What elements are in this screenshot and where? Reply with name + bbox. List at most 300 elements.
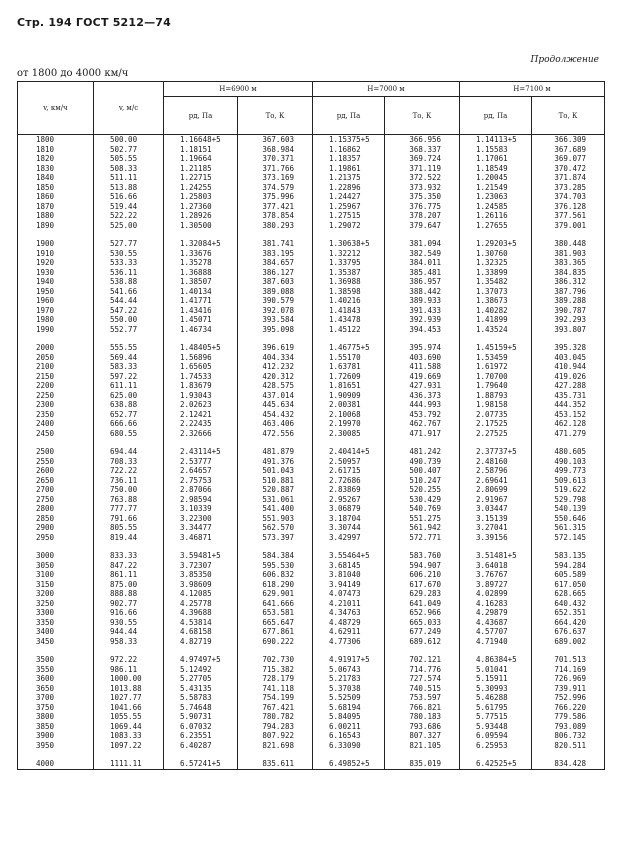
v-kmh-cell: 1940 <box>18 277 94 287</box>
v-ms-cell: 1000.00 <box>94 674 164 684</box>
spacer-cell <box>385 542 460 551</box>
temperature-2-cell: 392.939 <box>385 315 460 325</box>
temperature-2-cell: 629.283 <box>385 589 460 599</box>
temperature-3-cell: 384.835 <box>532 268 605 278</box>
temperature-3-cell: 373.285 <box>532 183 605 193</box>
v-ms-cell: 916.66 <box>94 608 164 618</box>
temperature-2-cell: 766.821 <box>385 703 460 713</box>
spacer-cell <box>94 646 164 655</box>
temperature-3-cell: 377.561 <box>532 211 605 221</box>
temperature-2-cell: 510.247 <box>385 476 460 486</box>
pressure-3-cell: 3.15139 <box>460 514 532 524</box>
table-row <box>18 135 605 145</box>
v-kmh-cell: 1900 <box>18 239 94 249</box>
v-ms-cell: 525.00 <box>94 221 164 231</box>
pressure-1-cell: 1.32084+5 <box>164 239 238 249</box>
temperature-2-cell: 740.515 <box>385 684 460 694</box>
v-ms-cell: 1111.11 <box>94 759 164 769</box>
table-row <box>18 608 605 618</box>
spacer-cell <box>313 438 385 447</box>
temperature-3-cell: 386.312 <box>532 277 605 287</box>
pressure-3-cell: 1.23063 <box>460 192 532 202</box>
pressure-2-cell: 1.40216 <box>313 296 385 306</box>
temperature-3-cell: 540.139 <box>532 504 605 514</box>
spacer-cell <box>385 750 460 759</box>
table-row <box>18 315 605 325</box>
v-ms-cell: 1097.22 <box>94 741 164 751</box>
pressure-3-cell: 1.79640 <box>460 381 532 391</box>
pressure-3-cell: 3.51481+5 <box>460 551 532 561</box>
table-row <box>18 410 605 420</box>
pressure-2-cell: 1.43478 <box>313 315 385 325</box>
pressure-3-cell: 1.32325 <box>460 258 532 268</box>
temperature-2-cell: 572.771 <box>385 533 460 543</box>
temperature-3-cell: 640.432 <box>532 599 605 609</box>
v-ms-cell: 805.55 <box>94 523 164 533</box>
temperature-1-cell: 665.647 <box>238 618 313 628</box>
pressure-2-cell: 6.49852+5 <box>313 759 385 769</box>
atmosphere-table <box>17 81 605 770</box>
temperature-1-cell: 412.232 <box>238 362 313 372</box>
pressure-3-cell: 5.46288 <box>460 693 532 703</box>
temperature-2-cell: 373.932 <box>385 183 460 193</box>
spacer-cell <box>460 438 532 447</box>
pressure-2-cell: 6.00211 <box>313 722 385 732</box>
temperature-3-cell: 583.135 <box>532 551 605 561</box>
pressure-1-cell: 3.46871 <box>164 533 238 543</box>
pressure-3-cell: 1.29203+5 <box>460 239 532 249</box>
temperature-1-cell: 677.861 <box>238 627 313 637</box>
table-row <box>18 741 605 751</box>
pressure-2-cell: 1.33795 <box>313 258 385 268</box>
pressure-1-cell: 1.21185 <box>164 164 238 174</box>
temperature-1-cell: 562.570 <box>238 523 313 533</box>
pressure-2-cell: 2.83869 <box>313 485 385 495</box>
v-kmh-cell: 1890 <box>18 221 94 231</box>
temperature-3-cell: 519.622 <box>532 485 605 495</box>
temperature-2-cell: 727.574 <box>385 674 460 684</box>
temperature-3-cell: 410.944 <box>532 362 605 372</box>
spacer-cell <box>313 230 385 239</box>
v-ms-cell: 513.88 <box>94 183 164 193</box>
temperature-2-cell: 381.094 <box>385 239 460 249</box>
pressure-3-cell: 6.42525+5 <box>460 759 532 769</box>
temperature-2-cell: 394.453 <box>385 325 460 335</box>
temperature-1-cell: 741.118 <box>238 684 313 694</box>
table-row <box>18 391 605 401</box>
pressure-2-cell: 6.16543 <box>313 731 385 741</box>
spacer-cell <box>238 334 313 343</box>
pressure-3-cell: 2.69641 <box>460 476 532 486</box>
temperature-2-cell: 606.210 <box>385 570 460 580</box>
v-ms-cell: 833.33 <box>94 551 164 561</box>
v-kmh-cell: 3750 <box>18 703 94 713</box>
pressure-2-cell: 1.38598 <box>313 287 385 297</box>
pressure-2-cell: 3.94149 <box>313 580 385 590</box>
temperature-2-cell: 689.612 <box>385 637 460 647</box>
temperature-1-cell: 653.581 <box>238 608 313 618</box>
pressure-1-cell: 4.82719 <box>164 637 238 647</box>
table-row <box>18 429 605 439</box>
table-row <box>18 381 605 391</box>
pressure-1-cell: 1.16648+5 <box>164 135 238 145</box>
temperature-1-cell: 389.088 <box>238 287 313 297</box>
temperature-1-cell: 641.666 <box>238 599 313 609</box>
pressure-2-cell: 2.50957 <box>313 457 385 467</box>
group-spacer <box>18 438 605 447</box>
temperature-2-cell: 369.724 <box>385 154 460 164</box>
temperature-1-cell: 595.530 <box>238 561 313 571</box>
pressure-2-cell: 1.29072 <box>313 221 385 231</box>
temperature-1-cell: 390.579 <box>238 296 313 306</box>
pressure-2-cell: 1.46775+5 <box>313 343 385 353</box>
spacer-cell <box>313 334 385 343</box>
pressure-1-cell: 3.72307 <box>164 561 238 571</box>
temperature-2-cell: 835.019 <box>385 759 460 769</box>
v-ms-cell: 1083.33 <box>94 731 164 741</box>
spacer-cell <box>164 334 238 343</box>
table-row <box>18 514 605 524</box>
table-row <box>18 599 605 609</box>
spacer-cell <box>18 646 94 655</box>
temperature-2-cell: 481.242 <box>385 447 460 457</box>
pressure-2-cell: 4.77306 <box>313 637 385 647</box>
temperature-3-cell: 499.773 <box>532 466 605 476</box>
pressure-3-cell: 4.57707 <box>460 627 532 637</box>
pressure-2-cell: 4.34763 <box>313 608 385 618</box>
temperature-2-cell: 403.690 <box>385 353 460 363</box>
pressure-1-cell: 2.53777 <box>164 457 238 467</box>
v-kmh-cell: 2500 <box>18 447 94 457</box>
pressure-1-cell: 2.64657 <box>164 466 238 476</box>
pressure-1-cell: 1.65605 <box>164 362 238 372</box>
table-row <box>18 145 605 155</box>
pressure-2-cell: 1.90909 <box>313 391 385 401</box>
temperature-3-cell: 395.328 <box>532 343 605 353</box>
header-temperature-2: Tо, К <box>385 97 460 135</box>
temperature-3-cell: 617.050 <box>532 580 605 590</box>
temperature-2-cell: 540.769 <box>385 504 460 514</box>
temperature-1-cell: 794.283 <box>238 722 313 732</box>
temperature-1-cell: 472.556 <box>238 429 313 439</box>
temperature-1-cell: 491.376 <box>238 457 313 467</box>
pressure-2-cell: 1.35387 <box>313 268 385 278</box>
temperature-3-cell: 550.646 <box>532 514 605 524</box>
pressure-1-cell: 1.36888 <box>164 268 238 278</box>
spacer-cell <box>238 646 313 655</box>
v-ms-cell: 511.11 <box>94 173 164 183</box>
temperature-1-cell: 420.312 <box>238 372 313 382</box>
spacer-cell <box>532 230 605 239</box>
temperature-3-cell: 392.293 <box>532 315 605 325</box>
v-ms-cell: 1055.55 <box>94 712 164 722</box>
temperature-2-cell: 375.350 <box>385 192 460 202</box>
v-ms-cell: 519.44 <box>94 202 164 212</box>
temperature-2-cell: 436.373 <box>385 391 460 401</box>
table-row <box>18 570 605 580</box>
table-row <box>18 580 605 590</box>
v-kmh-cell: 3550 <box>18 665 94 675</box>
pressure-1-cell: 4.39688 <box>164 608 238 618</box>
temperature-3-cell: 367.689 <box>532 145 605 155</box>
temperature-2-cell: 821.105 <box>385 741 460 751</box>
v-kmh-cell: 4000 <box>18 759 94 769</box>
temperature-1-cell: 367.603 <box>238 135 313 145</box>
pressure-3-cell: 1.70700 <box>460 372 532 382</box>
v-kmh-cell: 1810 <box>18 145 94 155</box>
pressure-1-cell: 4.97497+5 <box>164 655 238 665</box>
pressure-1-cell: 2.98594 <box>164 495 238 505</box>
temperature-2-cell: 753.597 <box>385 693 460 703</box>
temperature-1-cell: 428.575 <box>238 381 313 391</box>
temperature-2-cell: 471.917 <box>385 429 460 439</box>
table-row <box>18 419 605 429</box>
temperature-3-cell: 726.969 <box>532 674 605 684</box>
pressure-3-cell: 1.24585 <box>460 202 532 212</box>
temperature-3-cell: 383.365 <box>532 258 605 268</box>
spacer-cell <box>532 334 605 343</box>
pressure-1-cell: 2.43114+5 <box>164 447 238 457</box>
v-ms-cell: 611.11 <box>94 381 164 391</box>
temperature-3-cell: 379.001 <box>532 221 605 231</box>
pressure-2-cell: 5.52509 <box>313 693 385 703</box>
spacer-cell <box>94 750 164 759</box>
v-ms-cell: 505.55 <box>94 154 164 164</box>
temperature-1-cell: 396.619 <box>238 343 313 353</box>
v-kmh-cell: 1920 <box>18 258 94 268</box>
temperature-3-cell: 387.796 <box>532 287 605 297</box>
pressure-1-cell: 3.85350 <box>164 570 238 580</box>
table-row <box>18 306 605 316</box>
v-kmh-cell: 2800 <box>18 504 94 514</box>
temperature-1-cell: 541.400 <box>238 504 313 514</box>
pressure-3-cell: 4.43687 <box>460 618 532 628</box>
temperature-3-cell: 370.472 <box>532 164 605 174</box>
temperature-3-cell: 834.428 <box>532 759 605 769</box>
pressure-2-cell: 1.32212 <box>313 249 385 259</box>
table-row <box>18 485 605 495</box>
table-row <box>18 618 605 628</box>
pressure-1-cell: 2.75753 <box>164 476 238 486</box>
temperature-3-cell: 605.589 <box>532 570 605 580</box>
table-row <box>18 495 605 505</box>
v-ms-cell: 625.00 <box>94 391 164 401</box>
pressure-2-cell: 4.48729 <box>313 618 385 628</box>
table-row <box>18 457 605 467</box>
v-ms-cell: 930.55 <box>94 618 164 628</box>
pressure-1-cell: 5.12492 <box>164 665 238 675</box>
pressure-3-cell: 1.17061 <box>460 154 532 164</box>
v-ms-cell: 666.66 <box>94 419 164 429</box>
pressure-2-cell: 1.55170 <box>313 353 385 363</box>
pressure-1-cell: 5.27705 <box>164 674 238 684</box>
temperature-1-cell: 377.421 <box>238 202 313 212</box>
temperature-3-cell: 779.586 <box>532 712 605 722</box>
pressure-3-cell: 1.88793 <box>460 391 532 401</box>
temperature-2-cell: 391.433 <box>385 306 460 316</box>
pressure-2-cell: 1.27515 <box>313 211 385 221</box>
temperature-1-cell: 510.881 <box>238 476 313 486</box>
table-row <box>18 476 605 486</box>
temperature-1-cell: 392.078 <box>238 306 313 316</box>
pressure-2-cell: 6.33090 <box>313 741 385 751</box>
v-ms-cell: 530.55 <box>94 249 164 259</box>
pressure-1-cell: 1.28926 <box>164 211 238 221</box>
spacer-cell <box>238 438 313 447</box>
v-ms-cell: 986.11 <box>94 665 164 675</box>
spacer-cell <box>94 334 164 343</box>
v-ms-cell: 583.33 <box>94 362 164 372</box>
temperature-1-cell: 384.657 <box>238 258 313 268</box>
v-kmh-cell: 2650 <box>18 476 94 486</box>
v-kmh-cell: 2350 <box>18 410 94 420</box>
pressure-2-cell: 1.45122 <box>313 325 385 335</box>
pressure-3-cell: 1.37073 <box>460 287 532 297</box>
temperature-2-cell: 382.549 <box>385 249 460 259</box>
v-kmh-cell: 1870 <box>18 202 94 212</box>
v-ms-cell: 597.22 <box>94 372 164 382</box>
temperature-1-cell: 584.384 <box>238 551 313 561</box>
pressure-3-cell: 1.35482 <box>460 277 532 287</box>
temperature-3-cell: 664.420 <box>532 618 605 628</box>
temperature-2-cell: 583.760 <box>385 551 460 561</box>
v-kmh-cell: 1980 <box>18 315 94 325</box>
pressure-3-cell: 2.58796 <box>460 466 532 476</box>
temperature-3-cell: 701.513 <box>532 655 605 665</box>
spacer-cell <box>385 438 460 447</box>
temperature-2-cell: 386.957 <box>385 277 460 287</box>
v-kmh-cell: 2600 <box>18 466 94 476</box>
pressure-3-cell: 1.61972 <box>460 362 532 372</box>
pressure-1-cell: 1.48405+5 <box>164 343 238 353</box>
temperature-1-cell: 368.984 <box>238 145 313 155</box>
pressure-2-cell: 1.30638+5 <box>313 239 385 249</box>
temperature-1-cell: 437.014 <box>238 391 313 401</box>
temperature-2-cell: 665.033 <box>385 618 460 628</box>
pressure-2-cell: 4.07473 <box>313 589 385 599</box>
temperature-3-cell: 689.002 <box>532 637 605 647</box>
spacer-cell <box>532 542 605 551</box>
v-ms-cell: 508.33 <box>94 164 164 174</box>
temperature-3-cell: 594.284 <box>532 561 605 571</box>
pressure-2-cell: 1.24427 <box>313 192 385 202</box>
v-kmh-cell: 1820 <box>18 154 94 164</box>
table-row <box>18 221 605 231</box>
spacer-cell <box>532 438 605 447</box>
pressure-1-cell: 1.24255 <box>164 183 238 193</box>
pressure-1-cell: 1.22715 <box>164 173 238 183</box>
v-ms-cell: 680.55 <box>94 429 164 439</box>
pressure-1-cell: 3.34477 <box>164 523 238 533</box>
page-header: Стр. 194 ГОСТ 5212—74 <box>17 16 172 29</box>
v-kmh-cell: 2050 <box>18 353 94 363</box>
pressure-3-cell: 2.80699 <box>460 485 532 495</box>
pressure-1-cell: 1.46734 <box>164 325 238 335</box>
pressure-3-cell: 1.43524 <box>460 325 532 335</box>
temperature-1-cell: 378.854 <box>238 211 313 221</box>
table-row <box>18 296 605 306</box>
spacer-cell <box>164 646 238 655</box>
table-row <box>18 258 605 268</box>
pressure-2-cell: 1.25967 <box>313 202 385 212</box>
pressure-2-cell: 5.21783 <box>313 674 385 684</box>
temperature-2-cell: 385.481 <box>385 268 460 278</box>
v-ms-cell: 1041.66 <box>94 703 164 713</box>
spacer-cell <box>164 542 238 551</box>
v-kmh-cell: 3600 <box>18 674 94 684</box>
temperature-1-cell: 501.043 <box>238 466 313 476</box>
pressure-3-cell: 2.27525 <box>460 429 532 439</box>
temperature-3-cell: 393.807 <box>532 325 605 335</box>
pressure-1-cell: 5.58783 <box>164 693 238 703</box>
pressure-3-cell: 2.37737+5 <box>460 447 532 457</box>
temperature-1-cell: 404.334 <box>238 353 313 363</box>
header-pressure-3: pд, Па <box>460 97 532 135</box>
pressure-3-cell: 3.64018 <box>460 561 532 571</box>
temperature-2-cell: 490.739 <box>385 457 460 467</box>
table-row <box>18 523 605 533</box>
v-ms-cell: 544.44 <box>94 296 164 306</box>
pressure-1-cell: 2.87066 <box>164 485 238 495</box>
spacer-cell <box>18 334 94 343</box>
v-ms-cell: 972.22 <box>94 655 164 665</box>
pressure-2-cell: 3.18704 <box>313 514 385 524</box>
v-kmh-cell: 1990 <box>18 325 94 335</box>
spacer-cell <box>532 750 605 759</box>
pressure-3-cell: 4.29879 <box>460 608 532 618</box>
spacer-cell <box>164 750 238 759</box>
v-kmh-cell: 1970 <box>18 306 94 316</box>
pressure-3-cell: 1.40282 <box>460 306 532 316</box>
v-ms-cell: 763.88 <box>94 495 164 505</box>
temperature-3-cell: 471.279 <box>532 429 605 439</box>
temperature-3-cell: 490.103 <box>532 457 605 467</box>
table-row <box>18 211 605 221</box>
range-label: от 1800 до 4000 км/ч <box>17 68 129 79</box>
pressure-2-cell: 2.95267 <box>313 495 385 505</box>
pressure-1-cell: 2.22435 <box>164 419 238 429</box>
temperature-2-cell: 444.993 <box>385 400 460 410</box>
pressure-1-cell: 1.74533 <box>164 372 238 382</box>
continuation-label: Продолжение <box>530 55 599 65</box>
header-v-kmh: v, км/ч <box>18 82 94 135</box>
temperature-3-cell: 529.798 <box>532 495 605 505</box>
pressure-1-cell: 2.12421 <box>164 410 238 420</box>
v-kmh-cell: 2000 <box>18 343 94 353</box>
temperature-1-cell: 481.879 <box>238 447 313 457</box>
v-kmh-cell: 1960 <box>18 296 94 306</box>
temperature-2-cell: 530.429 <box>385 495 460 505</box>
temperature-3-cell: 380.448 <box>532 239 605 249</box>
pressure-2-cell: 2.10068 <box>313 410 385 420</box>
temperature-3-cell: 376.128 <box>532 202 605 212</box>
pressure-1-cell: 1.43416 <box>164 306 238 316</box>
pressure-2-cell: 1.19861 <box>313 164 385 174</box>
pressure-2-cell: 2.72686 <box>313 476 385 486</box>
v-kmh-cell: 3100 <box>18 570 94 580</box>
temperature-1-cell: 573.397 <box>238 533 313 543</box>
temperature-2-cell: 617.670 <box>385 580 460 590</box>
spacer-cell <box>18 542 94 551</box>
pressure-2-cell: 1.22896 <box>313 183 385 193</box>
pressure-1-cell: 1.56896 <box>164 353 238 363</box>
table-row <box>18 703 605 713</box>
table-row <box>18 154 605 164</box>
table-row <box>18 561 605 571</box>
v-kmh-cell: 2250 <box>18 391 94 401</box>
header-altitude-2: H=7000 м <box>313 82 460 97</box>
table-row <box>18 325 605 335</box>
